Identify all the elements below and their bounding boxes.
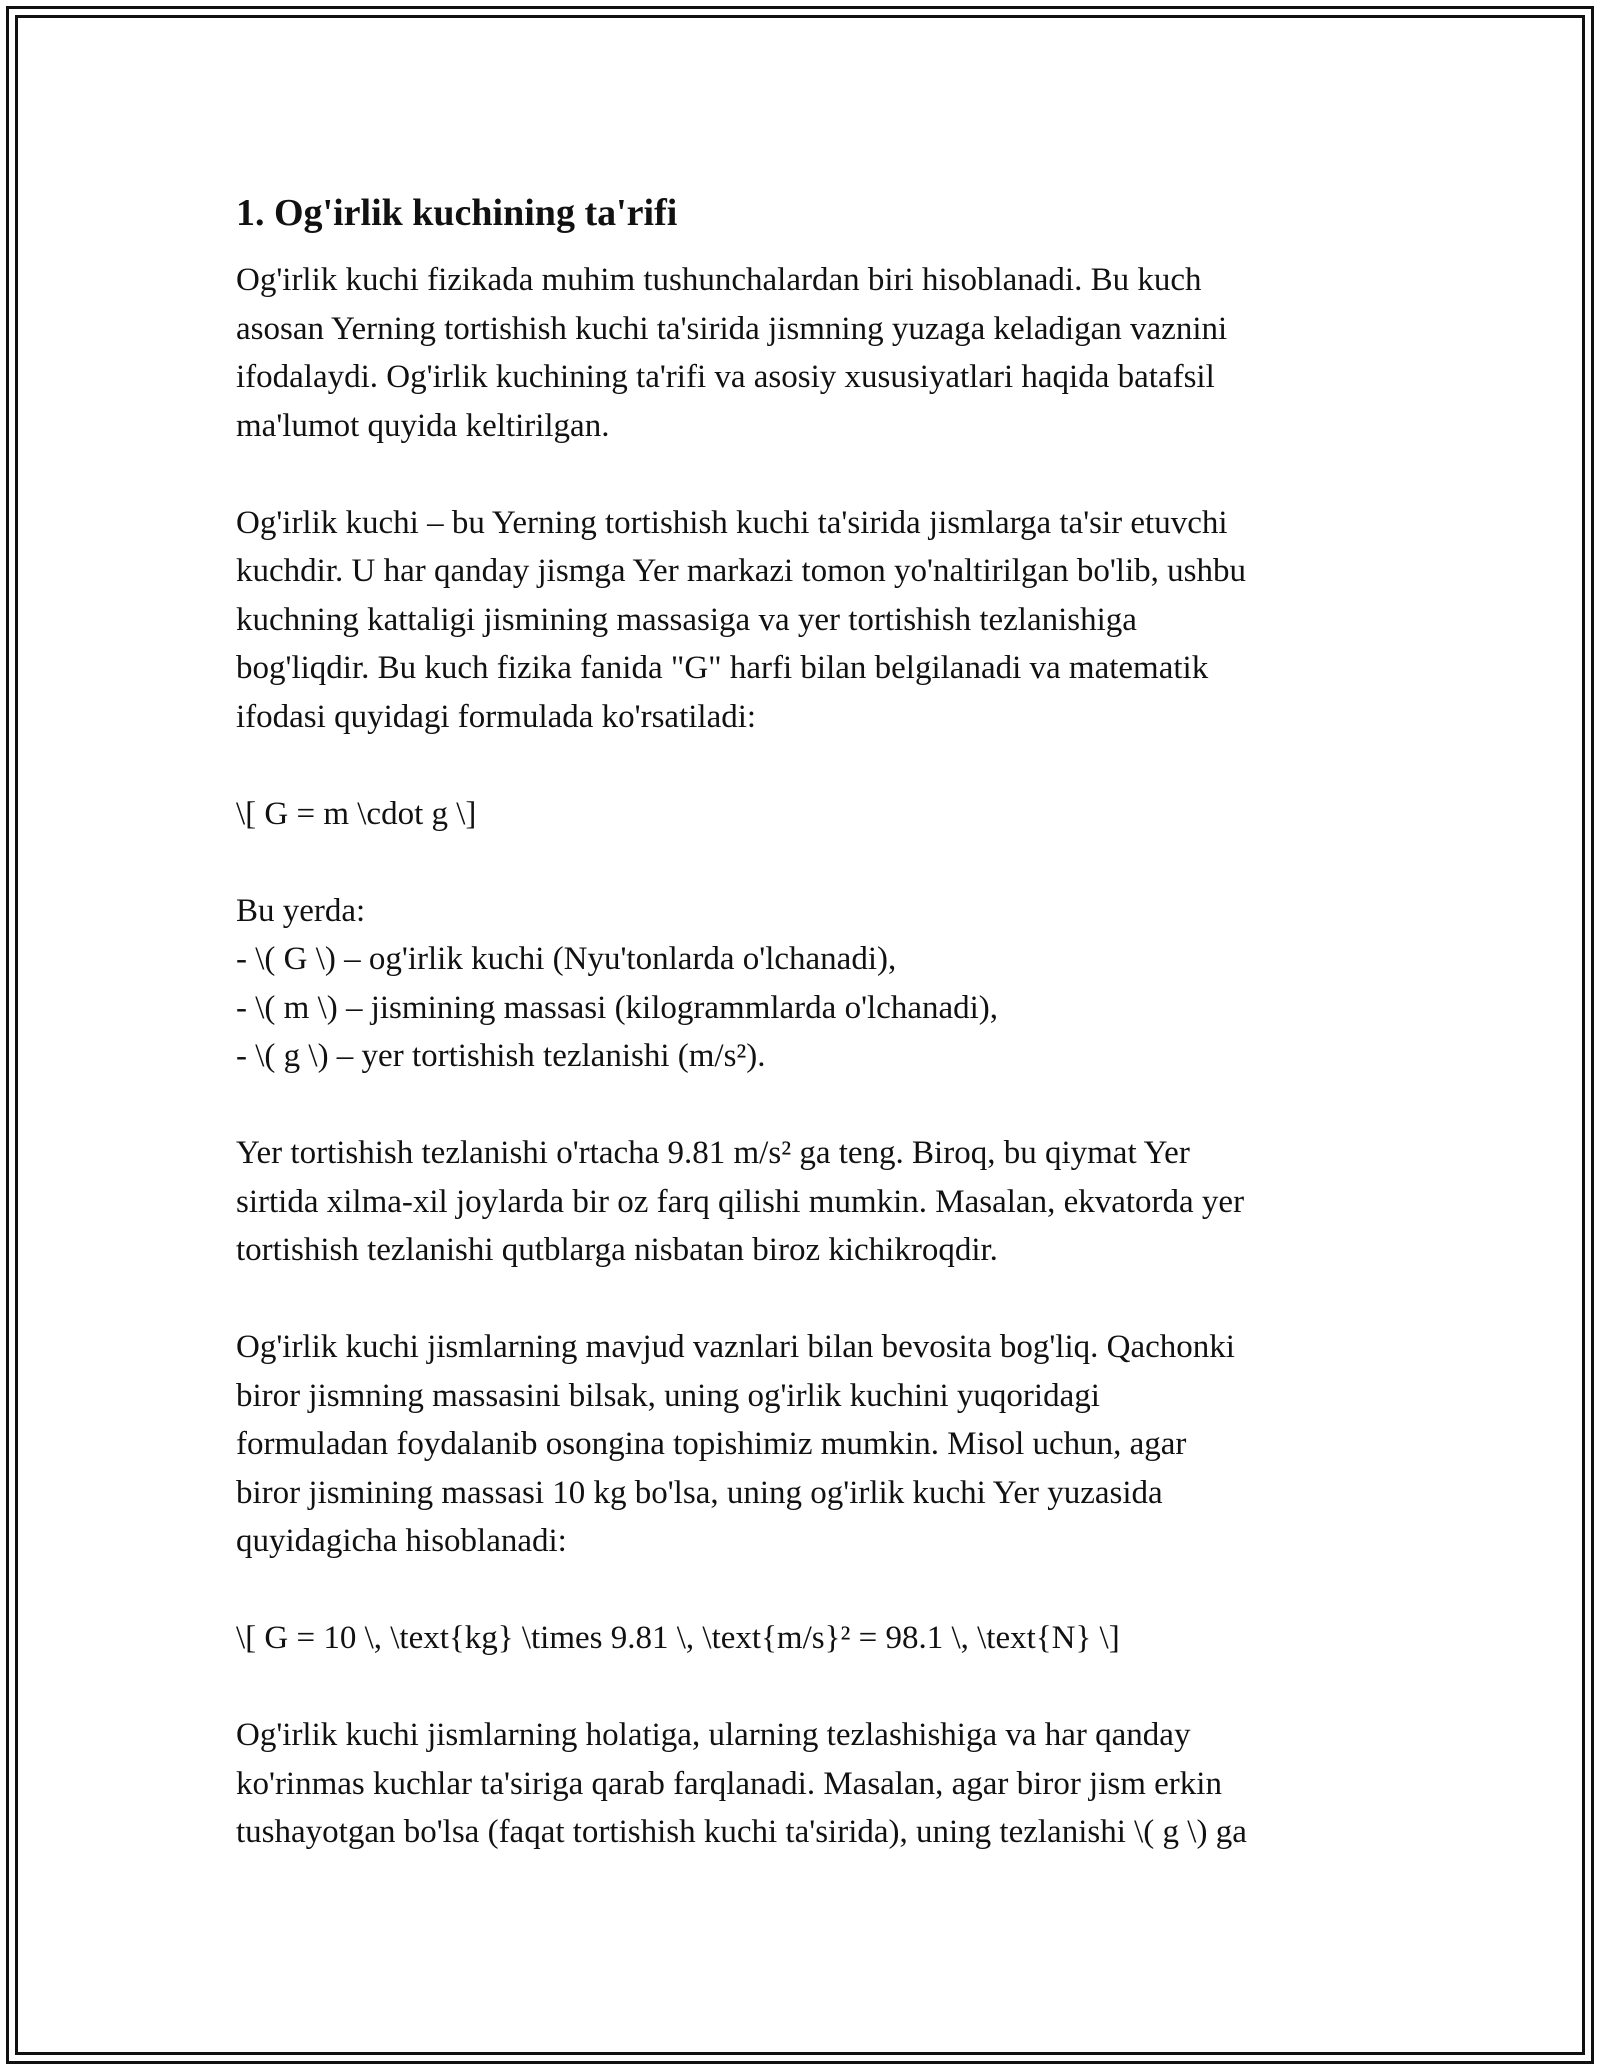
- formula-example: \[ G = 10 \, \text{kg} \times 9.81 \, \text{m/s}² = 98.1 \, \text{N} \]: [236, 1620, 1120, 1656]
- paragraph-gravity-acceleration: Yer tortishish tezlanishi o'rtacha 9.81 m/s² ga teng. Biroq, bu qiymat Yer sirtida xilma-xil joylarda bir oz farq qilishi mumkin. Masalan, ekvatorda yer tortishish tezlanishi qutblarga nisbatan biroz kichikroqdir.: [236, 1135, 1245, 1268]
- paragraph-definition: Og'irlik kuchi – bu Yerning tortishish kuchi ta'sirida jismlarga ta'sir etuvchi kuchdir. U har qanday jismga Yer markazi tomon yo'naltirilgan bo'lib, ushbu kuchning kattaligi jismining massasiga va yer tortishish tezlanishiga bog'liqdir. Bu kuch fizika fanida "G" harfi bilan belgilanadi va matematik ifodasi quyidagi formulada ko'rsatiladi:: [236, 504, 1246, 735]
- paragraph-spacer: [236, 1081, 1386, 1130]
- paragraph-conditions: Og'irlik kuchi jismlarning holatiga, ularning tezlashishiga va har qanday ko'rinmas kuchlar ta'siriga qarab farqlanadi. Masalan, agar biror jism erkin tushayotgan bo'lsa (faqat tortishish kuchi ta'sirida), uning tezlanishi \( g \) ga: [236, 1717, 1247, 1850]
- page-title: 1. Og'irlik kuchining ta'rifi: [236, 192, 678, 234]
- paragraph-spacer: [236, 741, 1386, 790]
- paragraph-intro: Og'irlik kuchi fizikada muhim tushunchalardan biri hisoblanadi. Bu kuch asosan Yerning tortishish kuchi ta'sirida jismning yuzaga keladigan vaznini ifodalaydi. Og'irlik kuchining ta'rifi va asosiy xususiyatlari haqida batafsil ma'lumot quyida keltirilgan.: [236, 262, 1228, 444]
- paragraph-spacer: [236, 1566, 1386, 1615]
- formula-legend: Bu yerda: - \( G \) – og'irlik kuchi (Nyu'tonlarda o'lchanadi), - \( m \) – jismining massasi (kilogrammlarda o'lchanadi), - \( g \) – yer tortishish tezlanishi (m/s²).: [236, 892, 999, 1074]
- formula-weight: \[ G = m \cdot g \]: [236, 795, 477, 832]
- paragraph-spacer: [236, 1275, 1386, 1324]
- document-body: [236, 188, 1386, 1857]
- paragraph-spacer: [236, 838, 1386, 887]
- paragraph-spacer: [236, 450, 1386, 499]
- paragraph-spacer: [236, 1663, 1386, 1712]
- paragraph-example: Og'irlik kuchi jismlarning mavjud vaznlari bilan bevosita bog'liq. Qachonki biror jismning massasini bilsak, uning og'irlik kuchini yuqoridagi formuladan foydalanib osongina topishimiz mumkin. Misol uchun, agar biror jismining massasi 10 kg bo'lsa, uning og'irlik kuchi Yer yuzasida quyidagicha hisoblanadi:: [236, 1329, 1235, 1559]
